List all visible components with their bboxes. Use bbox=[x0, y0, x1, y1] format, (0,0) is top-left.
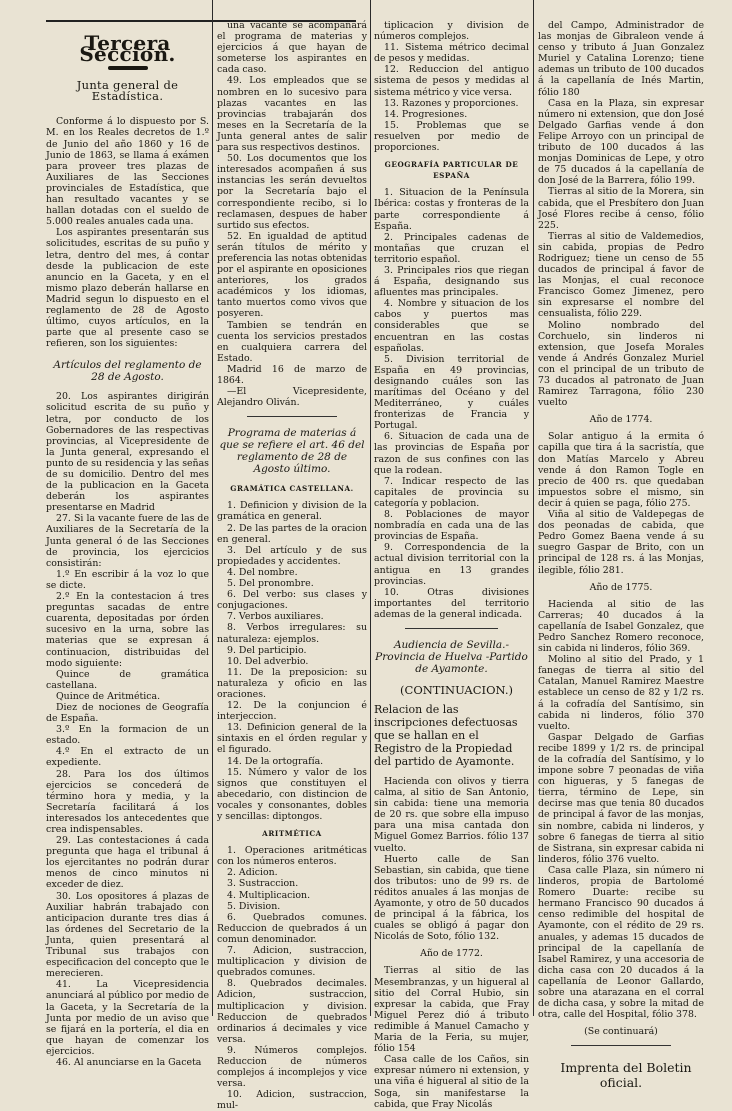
paragraph: Hacienda al sitio de las Carreras; 40 ducados á la capellanía de Isabel Gonzalez, que Pedro Sanchez Romero reconoce, sin cabida ni linderos, fólio 369. bbox=[538, 598, 704, 655]
paragraph: 11. Sistema métrico decimal de pesos y medidas. bbox=[374, 42, 529, 65]
paragraph: 8. Poblaciones de mayor nombradía en cada una de las provincias de España. bbox=[374, 509, 529, 543]
program-heading: Programa de materias á que se refiere el art. 46 del reglamento de 28 de Agosto último. bbox=[219, 427, 365, 476]
paragraph: 4.º En el extracto de un expediente. bbox=[46, 746, 209, 769]
paragraph: 5. Division territorial de España en 49 provincias, designando cuáles son las marítimas del Océano y del Mediterráneo, y cuáles fronterizas de Francia y Portugal. bbox=[374, 353, 529, 432]
paragraph: 2.º En la contestacion á tres preguntas sacadas de entre cuarenta, depositadas por órden sucesivo en la urna, sobre las materias que se expresan á continuacion, distribuidas del modo siguiente: bbox=[46, 591, 209, 669]
paragraph: 49. Los empleados que se nombren en lo sucesivo para plazas vacantes en las provincias trabajarán dos meses en la Secretaría de la Junta general antes de salir para sus respectivos destinos. bbox=[217, 75, 367, 154]
paragraph: 14. De la ortografía. bbox=[227, 755, 324, 767]
paragraph: 3.º En la formacion de un estado. bbox=[46, 724, 209, 747]
paragraph: 2. Adicion. bbox=[227, 867, 278, 879]
paragraph: 10. Del adverbio. bbox=[227, 655, 309, 667]
articles-block bbox=[46, 391, 209, 1068]
continuation-label: (CONTINUACION.) bbox=[400, 682, 513, 697]
paragraph: 1. Situacion de la Península Ibérica: costas y fronteras de la parte correspondiente á España. bbox=[374, 187, 529, 232]
paragraph: 13. Definicion general de la sintaxis en el órden regular y el figurado. bbox=[217, 722, 367, 756]
paragraph: 15. Número y valor de los signos que constituyen el abecedario, con distincion de vocales y consonantes, dobles y sencillas: diptongos. bbox=[217, 766, 367, 822]
articles-continued bbox=[217, 20, 367, 364]
arithmetic-heading: ARITMÉTICA bbox=[262, 829, 322, 839]
paragraph: 7. Adicion, sustraccion, multiplicacion y division de quebrados comunes. bbox=[217, 945, 367, 979]
paragraph: 52. En igualdad de aptitud serán títulos de mérito y preferencia las notas obtenidas por el aspirante en oposiciones anteriores, los grados académicos y los idiomas, tanto muertos como vivos que posyeren. bbox=[217, 230, 367, 320]
relacion-heading: Relacion de las inscripciones defectuosas que se hallan en el Registro de la Propiedad del partido de Ayamonte. bbox=[374, 702, 518, 768]
column-divider bbox=[370, 0, 371, 1016]
paragraph: Quince de Aritmética. bbox=[56, 690, 161, 702]
signer-line: —El Vicepresidente, Alejandro Oliván. bbox=[217, 386, 367, 409]
paragraph: 5. Division. bbox=[227, 900, 281, 912]
paragraph: 9. Números complejos. Reduccion de números complejos á incomplejos y vice versa. bbox=[217, 1044, 367, 1090]
paragraph: 41. La Vicepresidencia anunciará al público por medio de la Gaceta, y la Secretaría de la Junta por medio de un aviso que se fijará en la portería, el dia en que hayan de comenzar los ejercicios. bbox=[46, 979, 209, 1057]
paragraph: 12. Reduccion del antiguo sistema de pesos y medidas al sistema métrico y vice versa. bbox=[374, 64, 529, 98]
grammar-list bbox=[217, 500, 367, 822]
registry-entries bbox=[374, 776, 529, 942]
paragraph: Viña al sitio de Valdepegas de dos peonadas de cabida, que Pedro Gomez Baena vende á su suegro Gaspar de Brito, con un principal de 128 rs. á las Monjas, ilegible, fólio 281. bbox=[538, 509, 704, 576]
paragraph: 4. Nombre y situacion de los cabos y puertos mas considerables que se encuentran en las costas españolas. bbox=[374, 298, 529, 354]
separator bbox=[571, 1045, 671, 1046]
paragraph: 2. Principales cadenas de montañas que cruzan el territorio español. bbox=[374, 231, 529, 265]
column-4 bbox=[538, 20, 704, 1091]
paragraph: 10. Adicion, sustraccion, mul- bbox=[217, 1089, 367, 1111]
paragraph: 5. Del pronombre. bbox=[227, 578, 314, 590]
ornament-rule bbox=[108, 66, 148, 70]
paragraph: 4. Del nombre. bbox=[227, 566, 298, 578]
arithmetic-continued bbox=[374, 20, 529, 153]
paragraph: Molino al sitio del Prado, y 1 fanegas de tierra al sitio del Catalan, Manuel Ramirez Maestre establece un censo de 82 y 1/2 rs. á la cofradía del Santísimo, sin cabida ni linderos, fólio 370 vuelto. bbox=[538, 654, 704, 732]
paragraph: 46. Al anunciarse en la Gaceta bbox=[56, 1056, 202, 1068]
paragraph: Casa calle de los Caños, sin expresar número ni extension, y una viña é higueral al sitio de la Soga, sin manifestarse la cabida, que Fray Nicolás bbox=[374, 1054, 529, 1110]
notice-heading: Junta general de Estadística. bbox=[76, 78, 179, 104]
paragraph: 15. Problemas que se resuelven por medio de proporciones. bbox=[374, 119, 529, 154]
geography-heading: GEOGRAFÍA PARTICULAR DE ESPAÑA bbox=[384, 160, 519, 181]
paragraph: Casa calle Plaza, sin número ni linderos, propia de Bartolomé Romero Duarte: recibe su hermano Francisco 90 ducados á censo redimible del hospital de Ayamonte, con el rédito de 29 rs. anuales, y ademas 15 ducados de principal de la capellanía de Isabel Ramirez, y una accesoria de dicha casa con 20 ducados á la capellanía de Leonor Gallardo, sobre una atarazana en el corral de dicha casa, y sobre la mitad de otra, calle del Hospital, fólio 378. bbox=[538, 864, 704, 1021]
paragraph: 1. Operaciones aritméticas con los números enteros. bbox=[217, 845, 367, 868]
paragraph: 9. Correspondencia de la actual division territorial con la antigua en 13 grandes provincias. bbox=[374, 542, 529, 587]
paragraph: Los aspirantes presentarán sus solicitudes, escritas de su puño y letra, dentro del mes, á contar desde la publicacion de este anuncio en la Gaceta, y en el mismo plazo deberán hallarse en Madrid segun lo dispuesto en el reglamento de 28 de Agosto último, cuyos artículos, en la parte que al presente caso se refieren, son los siguientes: bbox=[46, 227, 209, 350]
paragraph: Huerto calle de San Sebastian, sin cabida, que tiene dos tributos: uno de 99 rs. de réditos anuales á las monjas de Ayamonte, y otro de 50 ducados de principal á la fábrica, los cuales se obligó á pagar don Nicolás de Soto, fólio 132. bbox=[374, 853, 529, 943]
paragraph: Quince de gramática castellana. bbox=[46, 668, 209, 691]
intro-block bbox=[46, 116, 209, 349]
separator bbox=[247, 416, 337, 417]
paragraph: 8. Quebrados decimales. Adicion, sustraccion, multiplicacion y division. Reduccion de quebrados ordinarios á decimales y vice versa. bbox=[217, 978, 367, 1045]
registry-entries bbox=[538, 599, 704, 1021]
column-divider bbox=[533, 0, 534, 1016]
year-heading: Año de 1774. bbox=[589, 414, 653, 426]
column-1 bbox=[46, 20, 209, 1068]
paragraph: 7. Indicar respecto de las capitales de provincia su categoría y poblacion. bbox=[374, 475, 529, 509]
articles-heading: Artículos del reglamento de 28 de Agosto. bbox=[53, 359, 202, 384]
year-heading: Año de 1772. bbox=[420, 948, 483, 960]
registry-entries bbox=[538, 431, 704, 575]
paragraph: una vacante se acompañará el programa de materias y ejercicios á que hayan de someterse los aspirantes en cada caso. bbox=[217, 20, 367, 76]
paragraph: 3. Sustraccion. bbox=[227, 878, 299, 890]
paragraph: 10. Otras divisiones importantes del territorio ademas de la general indicada. bbox=[374, 586, 529, 620]
grammar-heading: GRAMÁTICA CASTELLANA. bbox=[230, 484, 354, 494]
paragraph: 9. Del participio. bbox=[227, 644, 307, 656]
column-2 bbox=[217, 20, 367, 1111]
paragraph: Hacienda con olivos y tierra calma, al sitio de San Antonio, sin cabida: tiene una memoria de 20 rs. que sobre ella impuso para una misa cantada don Miguel Gomez Barrios. fólio 137 vuelto. bbox=[374, 775, 529, 854]
paragraph: Casa en la Plaza, sin expresar número ni extension, que don José Delgado Garfias vende á don Felipe Arroyo con un principal de tributo de 100 ducados á las monjas Dominicas de Lepe, y otro de 75 ducados á la capellanía de don José de la Barrera, fólio 199. bbox=[538, 97, 704, 187]
paragraph: 11. De la preposicion: su naturaleza y oficio en las oraciones. bbox=[217, 666, 367, 700]
paragraph: 2. De las partes de la oracion en general. bbox=[217, 522, 367, 545]
paragraph: Tierras al sitio de las Mesembranzas, y un higueral al sitio del Corral Hubio, sin expresar la cabida, que Fray Miguel Perez dió á tributo redimible á Manuel Camacho y Maria de la Feria, su mujer, fólio 154 bbox=[374, 965, 529, 1055]
paragraph: 6. Del verbo: sus clases y conjugaciones. bbox=[217, 589, 367, 612]
paragraph: 27. Si la vacante fuere de las de Auxiliares de la Secretaría de la Junta general ó de las Secciones de provincia, los ejercicios consistirán: bbox=[46, 513, 209, 569]
separator bbox=[405, 628, 498, 629]
paragraph: 4. Multiplicacion. bbox=[227, 889, 311, 901]
paragraph: 50. Los documentos que los interesados acompañen á sus instancias les serán devueltos por la Secretaría bajo el correspondiente recibo, si lo reclamasen, despues de haber surtido sus efectos. bbox=[217, 153, 367, 231]
paragraph: 29. Las contestaciones á cada pregunta que haga el tribunal á los ejercitantes no podrán durar menos de cinco minutos ni exceder de diez. bbox=[46, 835, 209, 891]
column-3 bbox=[374, 20, 529, 1110]
year-heading: Año de 1775. bbox=[589, 581, 653, 593]
paragraph: 8. Verbos irregulares: su naturaleza: ejemplos. bbox=[217, 622, 367, 645]
paragraph: 14. Progresiones. bbox=[384, 108, 468, 120]
paragraph: del Campo, Administrador de las monjas de Gibraleon vende á censo y tributo á Juan Gonzalez Muriel y Catalina Lorenzo; tiene ademas un tributo de 100 ducados á la capellanía de Inés Martin, fólio 180 bbox=[538, 20, 704, 98]
printer-imprint: Imprenta del Boletin oficial. bbox=[560, 1060, 692, 1091]
paragraph: 6. Situacion de cada una de las provincias de España por razon de sus confines con las que la rodean. bbox=[374, 431, 529, 476]
continued-note: (Se continuará) bbox=[584, 1026, 658, 1038]
paragraph: Molino nombrado del Corchuelo, sin linderos ni extension, que Josefa Morales vende á Andrés Gonzalez Muriel con el principal de un tributo de 73 ducados al patronato de Juan Ramirez Tarragona, fólio 230 vuelto bbox=[538, 319, 704, 409]
paragraph: 12. De la conjuncion é interjeccion. bbox=[217, 700, 367, 723]
geography-list bbox=[374, 187, 529, 620]
paragraph: Tambien se tendrán en cuenta los servicios prestados en cualquiera carrera del Estado. bbox=[217, 319, 367, 364]
paragraph: Tierras al sitio de la Morera, sin cabida, que el Presbítero don Juan José Flores recibe á censo, fólio 225. bbox=[538, 186, 704, 231]
section-title: Tercera Seccion. bbox=[79, 31, 176, 67]
paragraph: 3. Del artículo y de sus propiedades y accidentes. bbox=[217, 544, 367, 567]
paragraph: Solar antiguo á la ermita ó capilla que tira á la sacristía, que don Matías Marcelo y Abreu vende á don Ramon Togle en precio de 400 rs. que quedaban impuestos sobre el mismo, sin decir á quien se paga, fólio 275. bbox=[538, 431, 704, 509]
paragraph: 7. Verbos auxiliares. bbox=[227, 611, 324, 623]
arithmetic-list bbox=[217, 845, 367, 1111]
paragraph: tiplicacion y division de números complejos. bbox=[374, 20, 529, 43]
paragraph: 28. Para los dos últimos ejercicios se concederá de término hora y media, y la Secretaría facilitará á los interesados los antecedentes que crea indispensables. bbox=[46, 768, 209, 835]
paragraph: 1. Definicion y division de la gramática en general. bbox=[217, 500, 367, 523]
paragraph: Diez de nociones de Geografía de España. bbox=[46, 701, 209, 725]
paragraph: Gaspar Delgado de Garfias recibe 1899 y 1/2 rs. de principal de la cofradía del Santísimo, y lo impone sobre 7 peonadas de viña con higueras, y 5 fanegas de tierra, término de Lepe, sin decirse mas que tenia 80 ducados de principal á favor de las monjas, sin nombre, cabida ni linderos, y sobre 6 fanegas de tierra al sitio de Sistrana, sin expresar cabida ni linderos, fólio 376 vuelto. bbox=[538, 731, 704, 865]
paragraph: 6. Quebrados comunes. Reduccion de quebrados á un comun denominador. bbox=[217, 911, 367, 945]
column-divider bbox=[212, 0, 213, 1016]
paragraph: 20. Los aspirantes dirigirán solicitud escrita de su puño y letra, por conducto de los Gobernadores de las respectivas provincias, al Vicepresidente de la Junta general, expresando el punto de su residencia y las señas de su domicilio. Dentro del mes de la publicacion en la Gaceta deberán los aspirantes presentarse en Madrid bbox=[46, 391, 209, 514]
date-line: Madrid 16 de marzo de 1864. bbox=[217, 363, 367, 386]
paragraph: 30. Los opositores á plazas de Auxiliar habrán trabajado con anticipacion durante tres dias á las órdenes del Secretario de la Junta, quien presentará al Tribunal sus trabajos con especificacion del concepto que le merecieren. bbox=[46, 890, 209, 980]
registry-entries bbox=[538, 20, 704, 408]
audiencia-heading: Audiencia de Sevilla.-Provincia de Huelva -Partido de Ayamonte. bbox=[375, 638, 528, 675]
paragraph: Conforme á lo dispuesto por S. M. en los Reales decretos de 1.º de Junio del año 1860 y 16 de Junio de 1863, se llama á exámen para proveer tres plazas de Auxiliares de las Secciones provinciales de Estadística, que han resultado vacantes y se hallan dotadas con el sueldo de 5.000 reales anuales cada una. bbox=[46, 116, 209, 228]
paragraph: 1.º En escribir á la voz lo que se dicte. bbox=[46, 568, 209, 591]
registry-entries bbox=[374, 965, 529, 1109]
paragraph: Tierras al sitio de Valdemedios, sin cabida, propias de Pedro Rodriguez; tiene un censo de 55 ducados de principal á favor de las Monjas, el cual reconoce Francisco Gomez Jimenez, pero sin expresarse el nombre del censualista, fólio 229. bbox=[538, 230, 704, 320]
paragraph: 3. Principales rios que riegan á España, designando sus afluentes mas principales. bbox=[374, 264, 529, 299]
paragraph: 13. Razones y proporciones. bbox=[384, 97, 519, 109]
